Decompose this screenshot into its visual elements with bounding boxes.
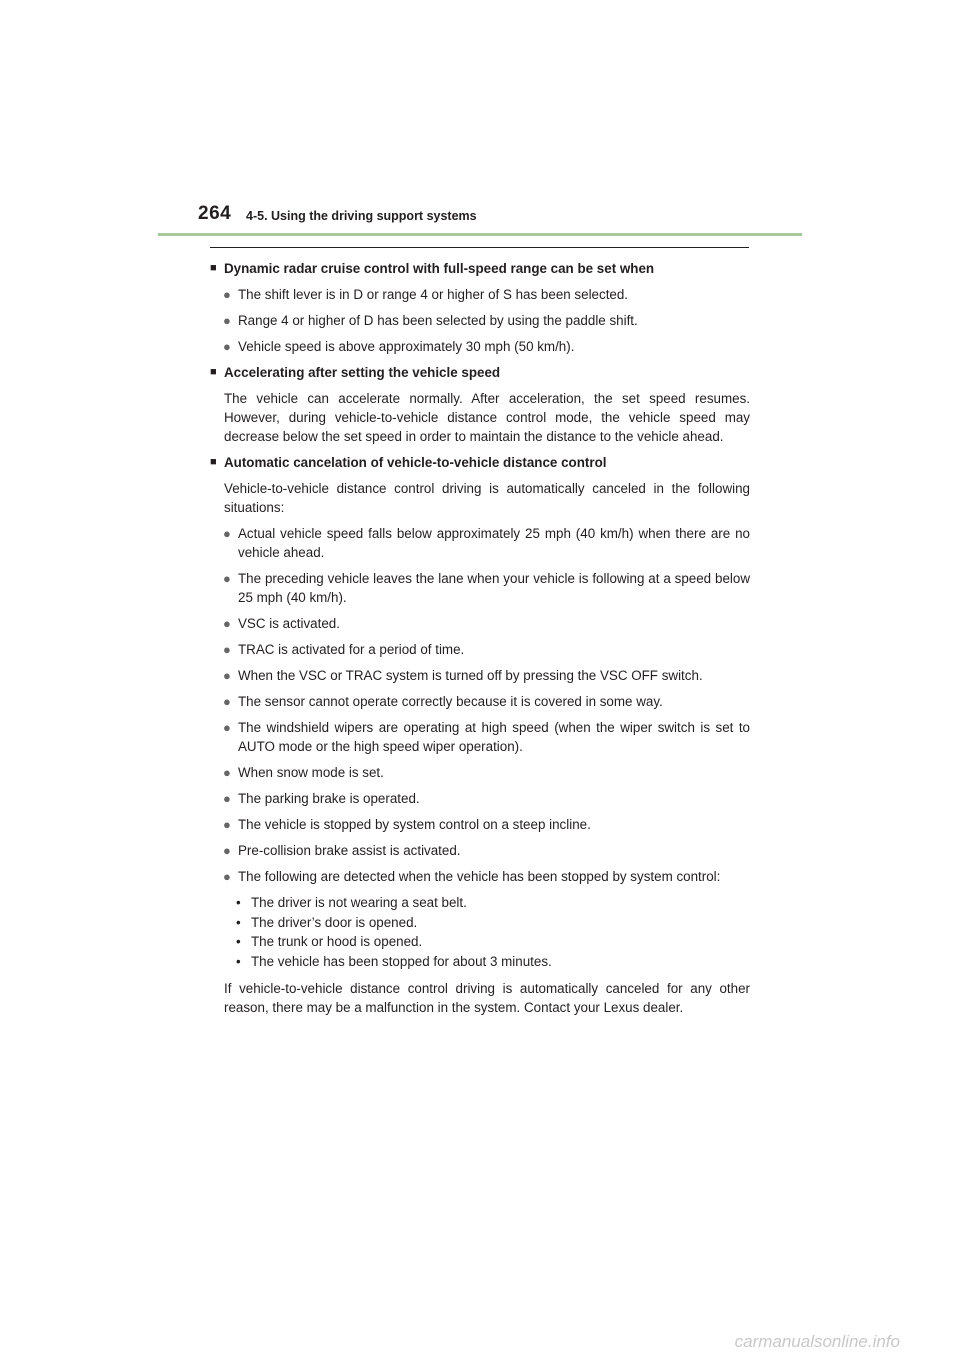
section-title: 4-5. Using the driving support systems <box>246 209 477 223</box>
circle-bullet-icon: ● <box>223 313 231 328</box>
middot-bullet-icon: • <box>236 895 241 910</box>
page-content <box>210 259 750 1024</box>
list-item: ● Actual vehicle speed falls below approximately 25 mph (40 km/h) when there are no vehicle ahead. <box>223 526 750 560</box>
list-item: ● The windshield wipers are operating at high speed (when the wiper switch is set to AUTO mode or the high speed wiper operation). <box>223 720 750 754</box>
list-item: ● Range 4 or higher of D has been selected by using the paddle shift. <box>223 313 638 328</box>
square-bullet-icon: ■ <box>210 366 217 378</box>
watermark: carmanualsonline.info <box>734 1332 900 1351</box>
page-footer <box>0 1328 960 1358</box>
square-bullet-icon: ■ <box>210 456 217 468</box>
section-heading: ■ Dynamic radar cruise control with full-speed range can be set when <box>210 261 655 276</box>
page-number: 264 <box>198 203 232 224</box>
circle-bullet-icon: ● <box>223 287 231 302</box>
list-item: ● When snow mode is set. <box>223 765 384 780</box>
circle-bullet-icon: ● <box>223 843 231 858</box>
circle-bullet-icon: ● <box>223 571 231 586</box>
circle-bullet-icon: ● <box>223 694 231 709</box>
list-item: ● The vehicle is stopped by system control on a steep incline. <box>223 817 591 832</box>
list-item: ● The shift lever is in D or range 4 or higher of S has been selected. <box>223 287 629 302</box>
circle-bullet-icon: ● <box>223 869 231 884</box>
circle-bullet-icon: ● <box>223 642 231 657</box>
sub-list-item: • The trunk or hood is opened. <box>236 932 750 952</box>
middot-bullet-icon: • <box>236 914 241 930</box>
square-bullet-icon: ■ <box>210 262 217 274</box>
list-item: ● TRAC is activated for a period of time. <box>223 642 465 657</box>
paragraph: Vehicle-to-vehicle distance control driving is automatically canceled in the following situations: <box>224 481 750 515</box>
middot-bullet-icon: • <box>236 953 241 969</box>
sub-list-item: • The vehicle has been stopped for about 3 minutes. <box>236 952 750 972</box>
list-item: ● VSC is activated. <box>223 616 340 631</box>
sub-list <box>210 893 750 971</box>
section-heading: ■ Accelerating after setting the vehicle speed <box>210 365 501 380</box>
list-item: ● Vehicle speed is above approximately 30 mph (50 km/h). <box>223 339 575 354</box>
paragraph: The vehicle can accelerate normally. After acceleration, the set speed resumes. However, during vehicle-to-vehicle distance control mode, the vehicle speed may decrease below the set speed in order to maintain the distance to the vehicle ahead. <box>224 391 750 444</box>
sub-list-item: • The driver’s door is opened. <box>236 913 750 933</box>
circle-bullet-icon: ● <box>223 616 231 631</box>
paragraph: If vehicle-to-vehicle distance control driving is automatically canceled for any other reason, there may be a malfunction in the system. Contact your Lexus dealer. <box>224 981 750 1015</box>
list-item: ● The parking brake is operated. <box>223 791 420 806</box>
circle-bullet-icon: ● <box>223 817 231 832</box>
sub-list-item: • The driver is not wearing a seat belt. <box>236 893 750 913</box>
circle-bullet-icon: ● <box>223 720 231 735</box>
list-item: ● The preceding vehicle leaves the lane when your vehicle is following at a speed below 25 mph (40 km/h). <box>223 571 750 605</box>
content-rule <box>210 247 749 248</box>
circle-bullet-icon: ● <box>223 526 231 541</box>
middot-bullet-icon: • <box>236 934 241 949</box>
list-item: ● Pre-collision brake assist is activated. <box>223 843 461 858</box>
list-item: ● When the VSC or TRAC system is turned off by pressing the VSC OFF switch. <box>223 668 703 683</box>
section-heading: ■ Automatic cancelation of vehicle-to-vehicle distance control <box>210 455 607 470</box>
list-item: ● The following are detected when the vehicle has been stopped by system control: <box>223 869 721 884</box>
page-header <box>158 203 802 239</box>
list-item: ● The sensor cannot operate correctly because it is covered in some way. <box>223 694 663 709</box>
header-rule <box>158 233 802 236</box>
circle-bullet-icon: ● <box>223 668 231 683</box>
circle-bullet-icon: ● <box>223 765 231 780</box>
circle-bullet-icon: ● <box>223 339 231 354</box>
circle-bullet-icon: ● <box>223 791 231 806</box>
